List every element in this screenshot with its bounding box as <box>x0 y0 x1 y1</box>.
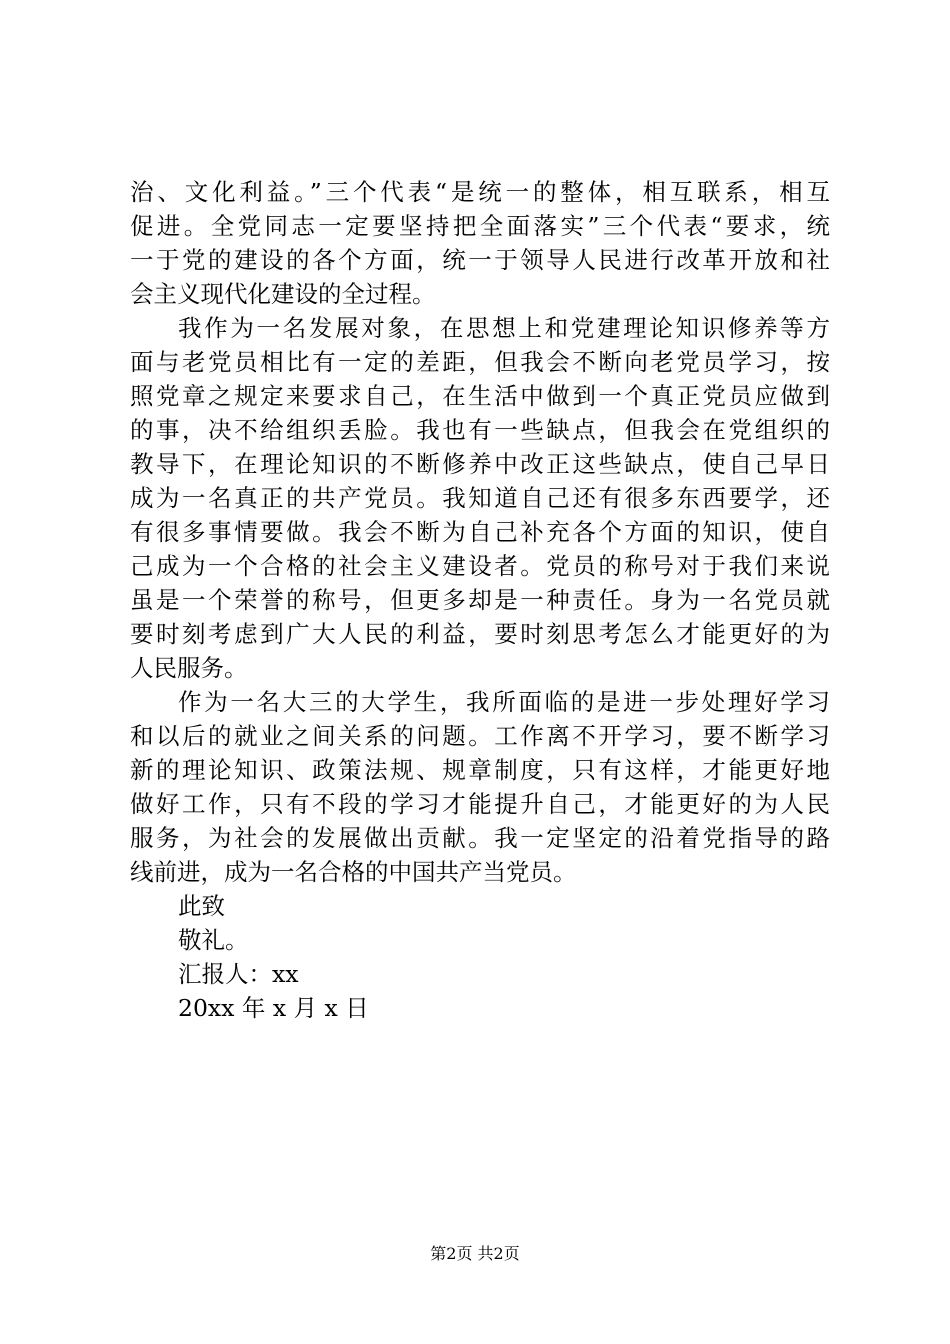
page-footer: 第2页 共2页 <box>430 1244 520 1263</box>
paragraph-2-line-2: 面与老党员相比有一定的差距，但我会不断向老党员学习，按 <box>130 348 830 376</box>
paragraph-2-line-5: 教导下，在理论知识的不断修养中改正这些缺点，使自己早日 <box>130 450 830 478</box>
paragraph-1-line-3: 一于党的建设的各个方面，统一于领导人民进行改革开放和社 <box>130 246 830 274</box>
paragraph-2-line-7: 有很多事情要做。我会不断为自己补充各个方面的知识，使自 <box>130 518 830 546</box>
paragraph-1-line-2: 促进。全党同志一定要坚持把全面落实”三个代表“要求，统 <box>130 212 830 240</box>
paragraph-2-line-6: 成为一名真正的共产党员。我知道自己还有很多东西要学，还 <box>130 484 830 512</box>
closing-date: 20xx 年 x 月 x 日 <box>178 994 369 1022</box>
paragraph-3-line-6: 线前进，成为一名合格的中国共产当党员。 <box>130 858 577 886</box>
paragraph-2-line-8: 己成为一个合格的社会主义建设者。党员的称号对于我们来说 <box>130 552 830 580</box>
paragraph-2-line-3: 照党章之规定来要求自己，在生活中做到一个真正党员应做到 <box>130 382 830 410</box>
closing-salutation: 此致 <box>178 892 225 920</box>
closing-reporter: 汇报人：xx <box>178 960 299 988</box>
paragraph-2-line-1: 我作为一名发展对象，在思想上和党建理论知识修养等方 <box>178 314 830 342</box>
paragraph-3-line-4: 做好工作，只有不段的学习才能提升自己，才能更好的为人民 <box>130 790 830 818</box>
closing-regards: 敬礼。 <box>178 926 249 954</box>
paragraph-3-line-2: 和以后的就业之间关系的问题。工作离不开学习，要不断学习 <box>130 722 830 750</box>
paragraph-2-line-9: 虽是一个荣誉的称号，但更多却是一种责任。身为一名党员就 <box>130 586 830 614</box>
paragraph-2-line-10: 要时刻考虑到广大人民的利益，要时刻思考怎么才能更好的为 <box>130 620 830 648</box>
paragraph-3-line-5: 服务，为社会的发展做出贡献。我一定坚定的沿着党指导的路 <box>130 824 830 852</box>
paragraph-1-line-1: 治、文化利益。”三个代表“是统一的整体，相互联系，相互 <box>130 178 830 206</box>
paragraph-3-line-1: 作为一名大三的大学生，我所面临的是进一步处理好学习 <box>178 688 830 716</box>
paragraph-3-line-3: 新的理论知识、政策法规、规章制度，只有这样，才能更好地 <box>130 756 830 784</box>
paragraph-2-line-4: 的事，决不给组织丢脸。我也有一些缺点，但我会在党组织的 <box>130 416 830 444</box>
paragraph-2-line-11: 人民服务。 <box>130 654 248 682</box>
paragraph-1-line-4: 会主义现代化建设的全过程。 <box>130 280 436 308</box>
